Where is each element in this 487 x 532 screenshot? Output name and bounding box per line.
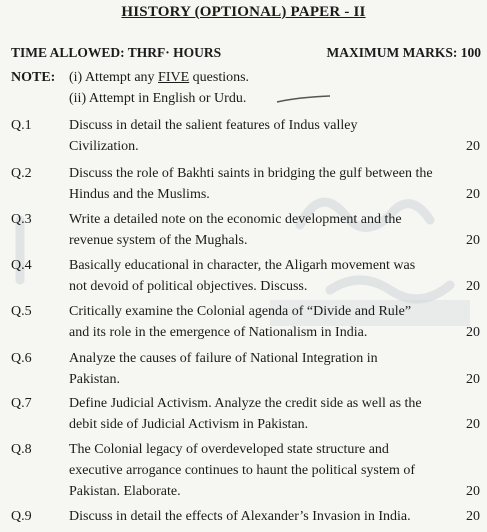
question-text-end: and its role in the emergence of Nationalism in India.	[69, 325, 368, 340]
question-text-continued: executive arrogance continues to haunt the political system of	[69, 463, 415, 478]
question-text: The Colonial legacy of overdeveloped state structure and	[69, 442, 389, 457]
maximum-marks: MAXIMUM MARKS: 100	[326, 45, 481, 60]
question-number: Q.7	[11, 396, 32, 411]
question-number: Q.3	[11, 212, 32, 227]
question-number: Q.1	[11, 118, 32, 133]
question-marks: 20	[466, 325, 480, 340]
question-number: Q.6	[11, 351, 32, 366]
question-text-end: not devoid of political objectives. Discuss.	[69, 279, 308, 294]
five-emphasis: FIVE	[158, 70, 190, 85]
question-text: Critically examine the Colonial agenda of “Divide and Rule”	[69, 304, 412, 319]
question-marks: 20	[466, 509, 480, 524]
question-marks: 20	[466, 417, 480, 432]
question-marks: 20	[466, 233, 480, 248]
question-marks: 20	[466, 484, 480, 499]
question-number: Q.5	[11, 304, 32, 319]
question-number: Q.8	[11, 442, 32, 457]
question-text-end: debit side of Judicial Activism in Pakistan.	[69, 417, 309, 432]
note-label: NOTE:	[11, 70, 56, 85]
pen-mark	[275, 93, 335, 107]
question-number: Q.2	[11, 166, 32, 181]
note-line-1: (i) Attempt any FIVE questions.	[69, 70, 250, 85]
question-text: Discuss in detail the salient features of Indus valley	[69, 118, 358, 133]
question-marks: 20	[466, 372, 480, 387]
question-text-end: Pakistan.	[69, 372, 120, 387]
question-text: Discuss in detail the effects of Alexander’s Invasion in India.	[69, 509, 411, 524]
question-number: Q.9	[11, 509, 32, 524]
question-text-end: revenue system of the Mughals.	[69, 233, 248, 248]
question-text: Analyze the causes of failure of National Integration in	[69, 351, 378, 366]
paper-title: HISTORY (OPTIONAL) PAPER - II	[121, 4, 366, 20]
question-text: Write a detailed note on the economic development and the	[69, 212, 402, 227]
question-text-end: Pakistan. Elaborate.	[69, 484, 181, 499]
question-marks: 20	[466, 139, 480, 154]
question-text: Basically educational in character, the Aligarh movement was	[69, 258, 416, 273]
note-line-2: (ii) Attempt in English or Urdu.	[69, 91, 247, 106]
question-text: Define Judicial Activism. Analyze the credit side as well as the	[69, 396, 422, 411]
question-marks: 20	[466, 279, 480, 294]
question-number: Q.4	[11, 258, 32, 273]
question-text-end: Hindus and the Muslims.	[69, 187, 210, 202]
time-allowed: TIME ALLOWED: THRF· HOURS	[11, 45, 222, 60]
question-marks: 20	[466, 187, 480, 202]
question-text: Discuss the role of Bakhti saints in bridging the gulf between the	[69, 166, 433, 181]
question-text-end: Civilization.	[69, 139, 139, 154]
